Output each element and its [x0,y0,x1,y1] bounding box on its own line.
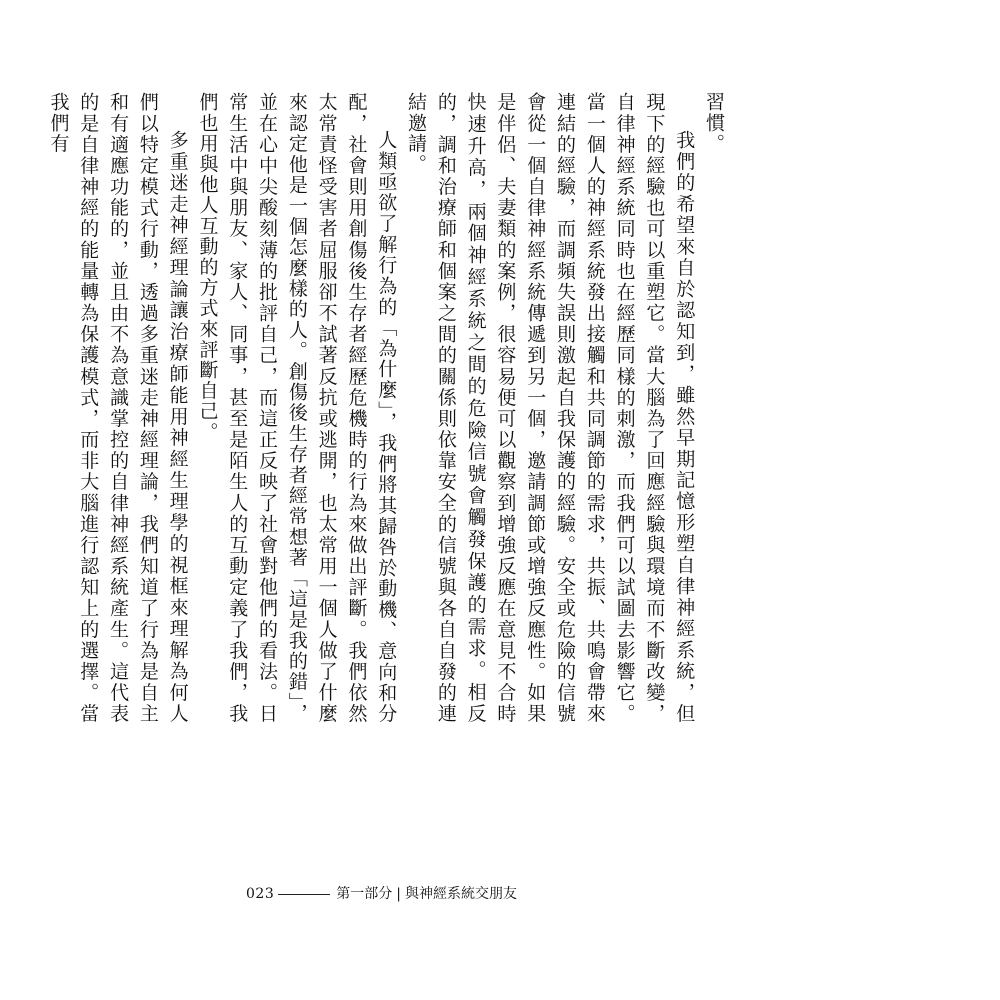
body-text [47,92,728,724]
footer-separator: | [396,886,401,902]
page-number: 023 [246,886,275,902]
paragraph-4: 多重迷走神經理論讓治療師能用神經生理學的視框來理解為何人們以特定模式行動，透過多重迷走神經理論，我們知道了行為是自主和有適應功能的，並且由不為意識掌控的自律神經系統產生。這代表的是自律神經的能量轉為保護模式，而非大腦進行認知上的選擇。當我們有 [47,92,189,724]
paragraph-3: 人類亟欲了解行為的「為什麼」，我們將其歸咎於動機、意向和分配，社會則用創傷後生存者經歷危機時的行為來做出評斷。我們依然太常責怪受害者屈服卻不試著反抗或逃開，也太常用一個人做了什麼來認定他是一個怎麼樣的人。創傷後生存者經常想著「這是我的錯」，並在心中尖酸刻薄的批評自己，而這正反映了社會對他們的看法。日常生活中與朋友、家人、同事，甚至是陌生人的互動定義了我們，我們也用與他人互動的方式來評斷自己。 [196,92,398,724]
book-title: 與神經系統交朋友 [404,886,517,902]
page-footer [246,884,517,904]
paragraph-1: 習慣。 [703,92,725,154]
paragraph-2: 我們的希望來自於認知到，雖然早期記憶形塑自律神經系統，但現下的經驗也可以重塑它。當大腦為了回應經驗與環境而不斷改變，自律神經系統同時也在經歷同樣的刺激，而我們可以試圖去影響它。當一個人的神經系統發出接觸和共同調節的需求，共振、共鳴會帶來連結的經驗，而調頻失誤則激起自我保護的經驗。安全或危險的信號會從一個自律神經系統傳遞到另一個，邀請調節或增強反應性。如果是伴侶、夫妻類的案例，很容易便可以觀察到增強反應在意見不合時快速升高，兩個神經系統之間的危險信號會觸發保護的需求。相反的，調和治療師和個案之間的關係則依靠安全的信號與各自自發的連結邀請。 [405,92,696,724]
part-label: 第一部分 [336,886,393,902]
footer-rule [278,894,330,895]
